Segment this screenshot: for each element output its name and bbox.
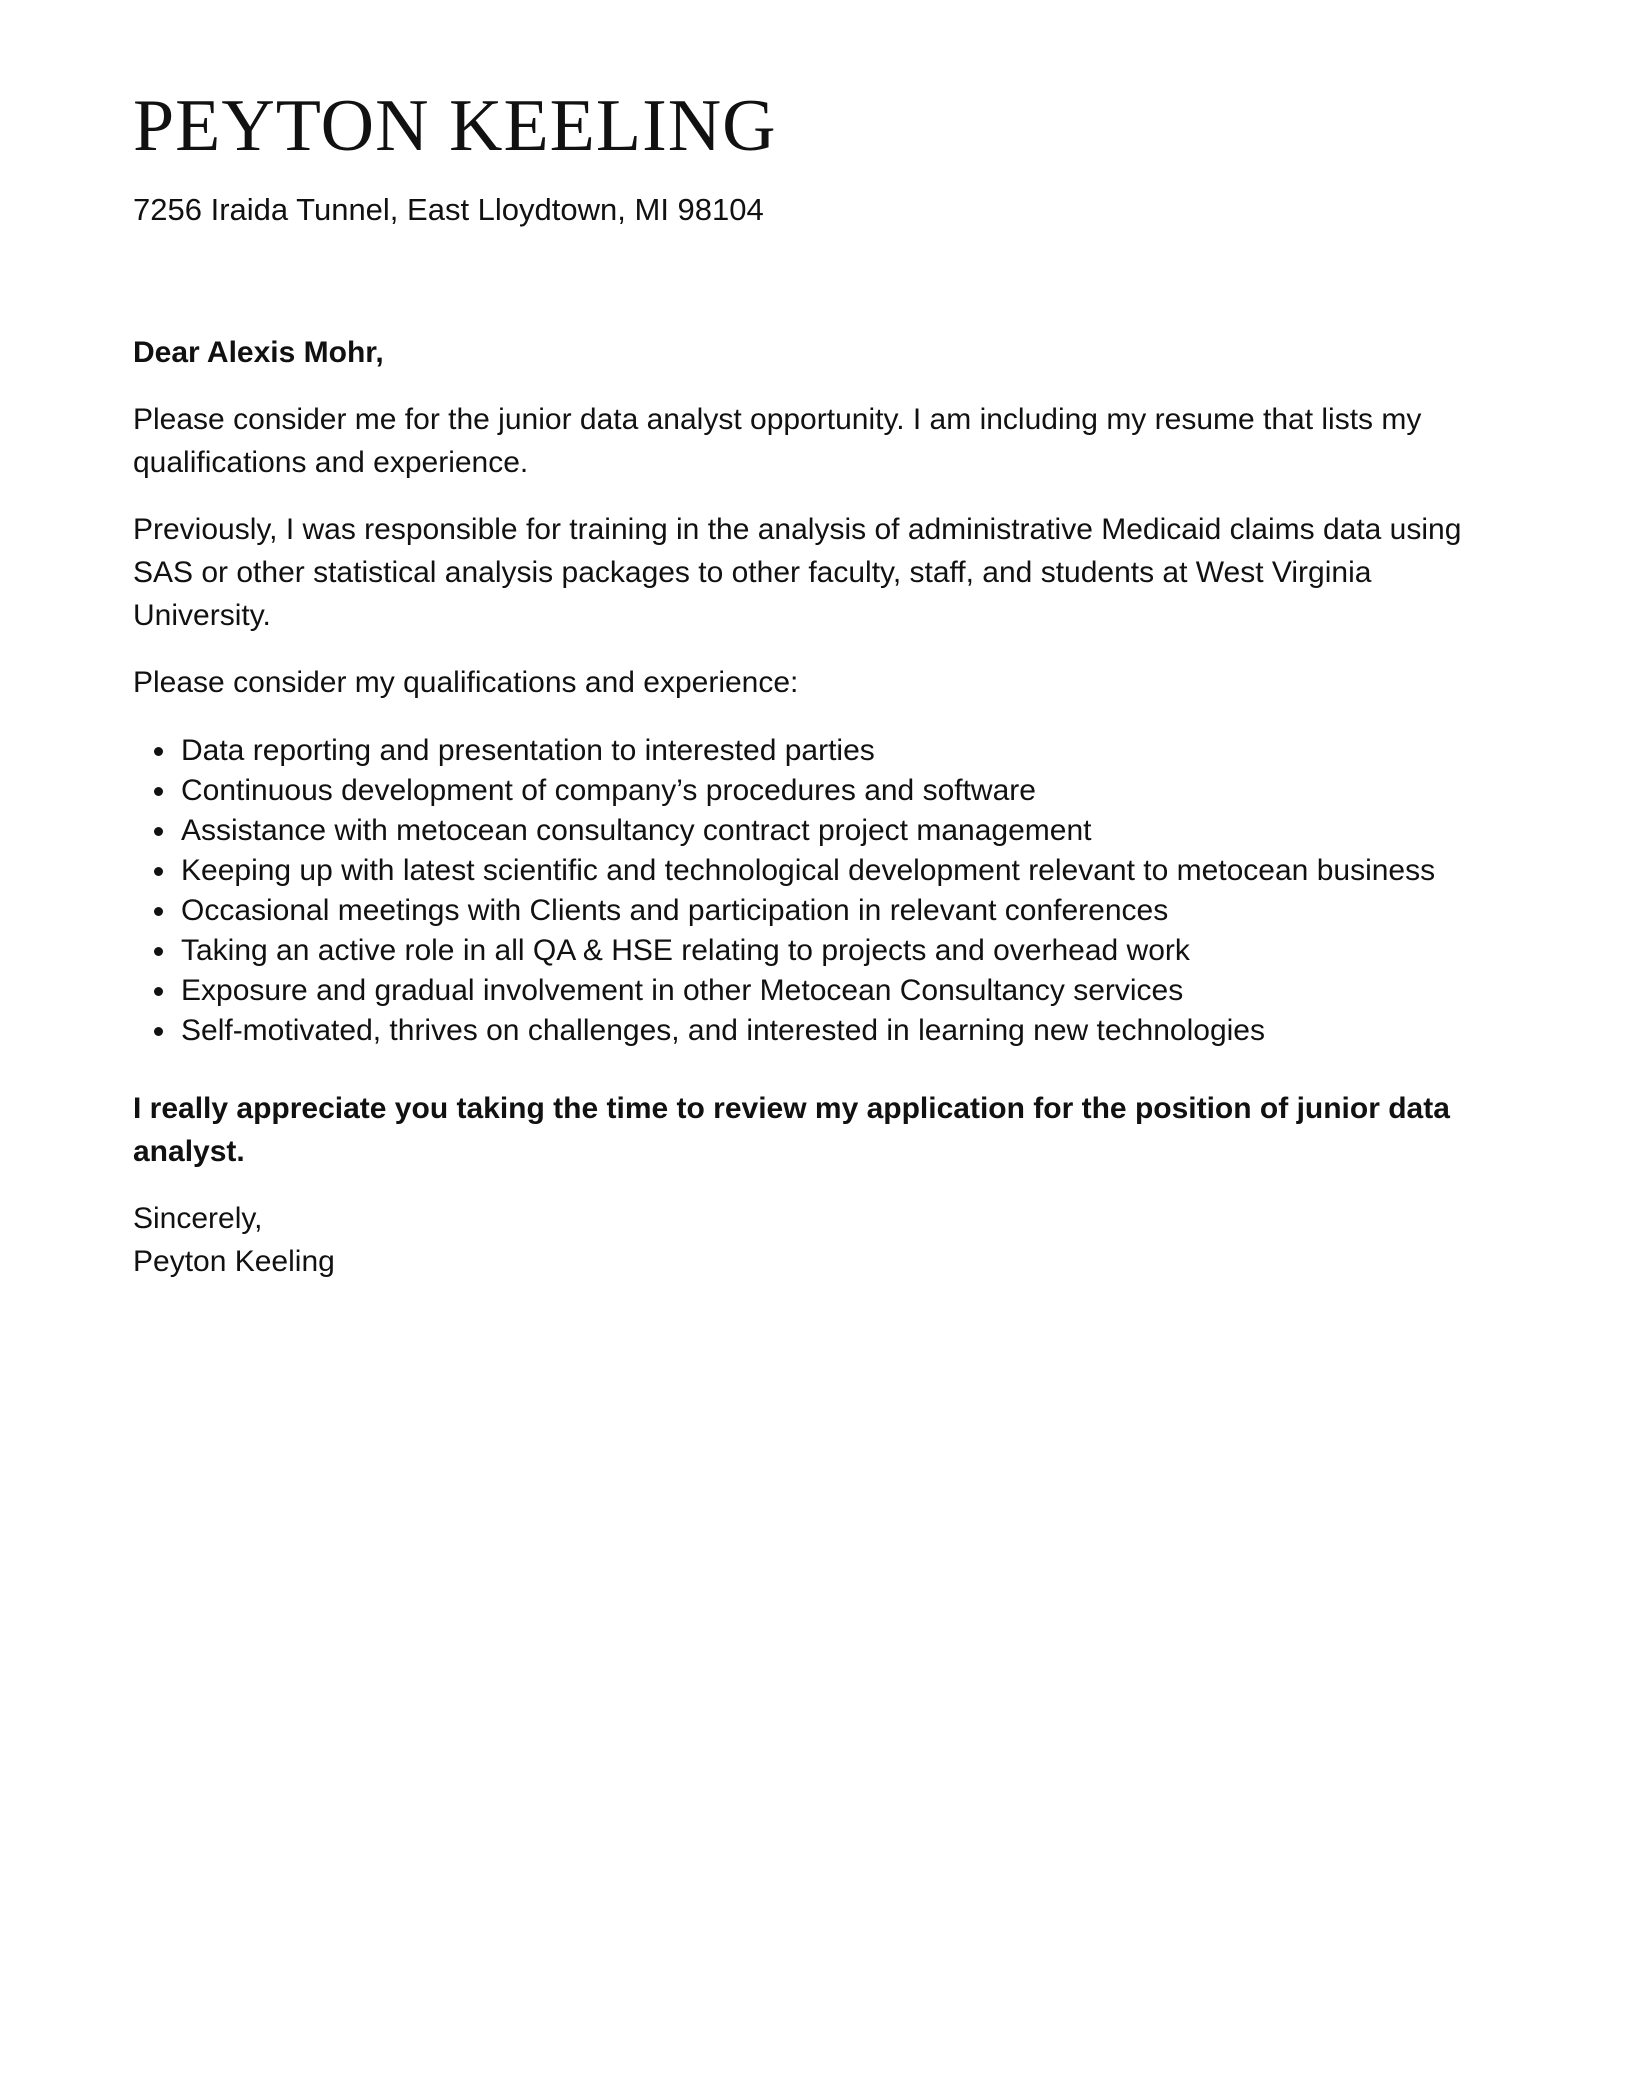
list-item xyxy=(133,851,1503,891)
bullet-icon xyxy=(154,1027,163,1036)
list-item xyxy=(133,891,1503,931)
salutation: Dear Alexis Mohr, xyxy=(133,336,384,369)
list-item xyxy=(133,1011,1503,1051)
list-item-text: Occasional meetings with Clients and participation in relevant conferences xyxy=(181,894,1169,927)
bullet-icon xyxy=(154,947,163,956)
experience-paragraph: Previously, I was responsible for training in the analysis of administrative Medicaid claims data using SAS or other statistical analysis packages to other faculty, staff, and students at West Virginia University. xyxy=(133,513,1462,632)
list-item xyxy=(133,771,1503,811)
signature-name: Peyton Keeling xyxy=(133,1245,335,1278)
bullet-icon xyxy=(154,787,163,796)
list-item-text: Continuous development of company’s procedures and software xyxy=(181,774,1036,807)
bullet-icon xyxy=(154,747,163,756)
bullet-icon xyxy=(154,987,163,996)
intro-paragraph: Please consider me for the junior data analyst opportunity. I am including my resume that lists my qualifications and experience. xyxy=(133,403,1422,479)
applicant-name: PEYTON KEELING xyxy=(133,85,777,167)
list-item xyxy=(133,931,1503,971)
list-item xyxy=(133,811,1503,851)
letter-body xyxy=(133,331,1503,1283)
list-item-text: Exposure and gradual involvement in other Metocean Consultancy services xyxy=(181,974,1184,1007)
bullet-icon xyxy=(154,827,163,836)
qualifications-intro: Please consider my qualifications and experience: xyxy=(133,666,799,699)
applicant-address: 7256 Iraida Tunnel, East Lloydtown, MI 98104 xyxy=(133,192,764,227)
list-item xyxy=(133,971,1503,1011)
bullet-icon xyxy=(154,907,163,916)
list-item xyxy=(133,731,1503,771)
list-item-text: Taking an active role in all QA & HSE relating to projects and overhead work xyxy=(181,934,1190,967)
bullet-icon xyxy=(154,867,163,876)
closing-paragraph: I really appreciate you taking the time to review my application for the position of junior data analyst. xyxy=(133,1092,1450,1168)
list-item-text: Assistance with metocean consultancy contract project management xyxy=(181,814,1092,847)
list-item-text: Keeping up with latest scientific and technological development relevant to metocean business xyxy=(181,854,1436,887)
list-item-text: Data reporting and presentation to interested parties xyxy=(181,734,875,767)
signoff: Sincerely, xyxy=(133,1202,263,1235)
qualifications-list xyxy=(133,731,1503,1051)
list-item-text: Self-motivated, thrives on challenges, and interested in learning new technologies xyxy=(181,1014,1265,1047)
